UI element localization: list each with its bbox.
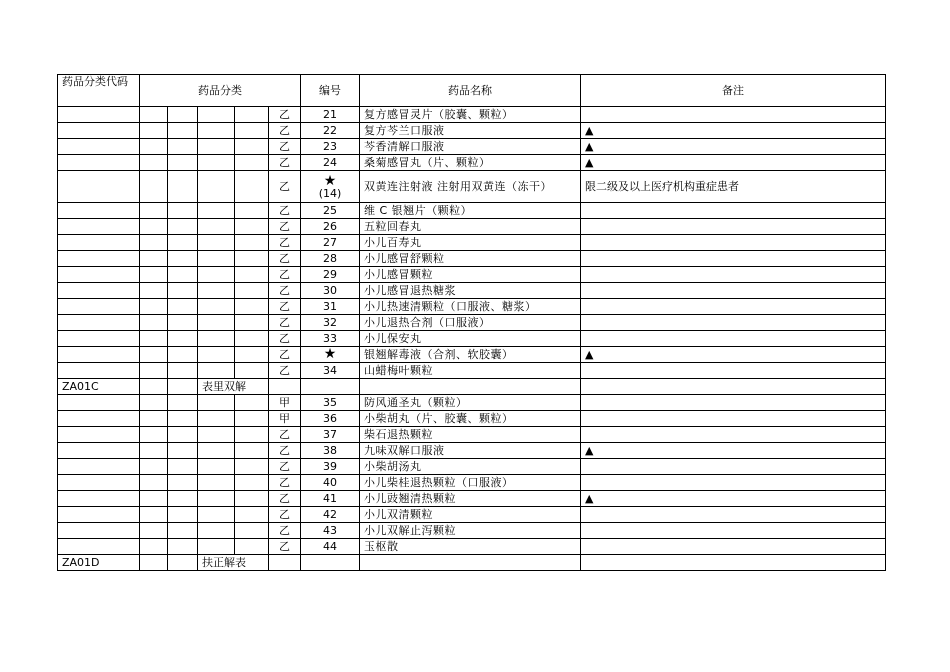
remark-cell [581, 459, 886, 475]
empty-cell [168, 459, 198, 475]
grade-cell: 乙 [269, 347, 301, 363]
remark-cell [581, 331, 886, 347]
empty-cell [168, 523, 198, 539]
empty-cell [235, 203, 269, 219]
drug-name-cell: 银翘解毒液（合剂、软胶囊） [360, 347, 581, 363]
drug-name-cell: 九味双解口服液 [360, 443, 581, 459]
grade-cell: 乙 [269, 299, 301, 315]
empty-cell [360, 555, 581, 571]
empty-cell [235, 315, 269, 331]
number-cell: 40 [301, 475, 360, 491]
empty-cell [140, 251, 168, 267]
empty-cell [140, 331, 168, 347]
empty-cell [140, 459, 168, 475]
empty-cell [235, 267, 269, 283]
grade-cell: 乙 [269, 267, 301, 283]
section-category: 扶正解表 [198, 555, 269, 571]
empty-cell [140, 235, 168, 251]
empty-cell [168, 331, 198, 347]
table-row [58, 235, 886, 251]
empty-cell [140, 379, 168, 395]
grade-cell: 乙 [269, 459, 301, 475]
empty-cell [140, 523, 168, 539]
empty-cell [301, 555, 360, 571]
table-row [58, 155, 886, 171]
number-cell: 36 [301, 411, 360, 427]
number-cell [301, 171, 360, 203]
number-cell: 44 [301, 539, 360, 555]
table-row [58, 171, 886, 203]
empty-cell [140, 427, 168, 443]
table-row [58, 139, 886, 155]
number-cell: 32 [301, 315, 360, 331]
empty-cell [581, 555, 886, 571]
table-row [58, 331, 886, 347]
empty-cell [235, 283, 269, 299]
drug-name-cell: 小儿感冒舒颗粒 [360, 251, 581, 267]
table-row [58, 411, 886, 427]
remark-cell [581, 507, 886, 523]
empty-cell [140, 155, 168, 171]
table-row [58, 523, 886, 539]
empty-cell [168, 283, 198, 299]
table-row [58, 219, 886, 235]
empty-cell [58, 219, 140, 235]
empty-cell [140, 363, 168, 379]
drug-name-cell: 复方芩兰口服液 [360, 123, 581, 139]
empty-cell [168, 539, 198, 555]
empty-cell [58, 427, 140, 443]
number-cell: 42 [301, 507, 360, 523]
empty-cell [58, 347, 140, 363]
empty-cell [198, 427, 235, 443]
empty-cell [168, 379, 198, 395]
number-cell: 28 [301, 251, 360, 267]
header-code: 药品分类代码 [58, 75, 140, 107]
number-cell: 26 [301, 219, 360, 235]
drug-catalog-table [57, 74, 886, 571]
table-row [58, 267, 886, 283]
table-row [58, 459, 886, 475]
drug-name-cell: 小儿柴桂退热颗粒（口服液） [360, 475, 581, 491]
empty-cell [58, 155, 140, 171]
empty-cell [168, 155, 198, 171]
grade-cell: 乙 [269, 251, 301, 267]
empty-cell [235, 395, 269, 411]
empty-cell [58, 171, 140, 203]
number-cell: 30 [301, 283, 360, 299]
empty-cell [58, 123, 140, 139]
drug-name-cell: 五粒回春丸 [360, 219, 581, 235]
number-cell: 23 [301, 139, 360, 155]
table-row [58, 507, 886, 523]
empty-cell [168, 395, 198, 411]
header-name: 药品名称 [360, 75, 581, 107]
table-row [58, 203, 886, 219]
empty-cell [168, 443, 198, 459]
empty-cell [269, 379, 301, 395]
empty-cell [58, 251, 140, 267]
drug-name-cell: 小柴胡汤丸 [360, 459, 581, 475]
empty-cell [235, 363, 269, 379]
number-cell [301, 347, 360, 363]
drug-name-cell: 小儿热速清颗粒（口服液、糖浆） [360, 299, 581, 315]
empty-cell [198, 523, 235, 539]
header-remark: 备注 [581, 75, 886, 107]
empty-cell [235, 155, 269, 171]
empty-cell [198, 155, 235, 171]
section-category: 表里双解 [198, 379, 269, 395]
remark-cell [581, 203, 886, 219]
empty-cell [198, 331, 235, 347]
empty-cell [235, 459, 269, 475]
empty-cell [58, 299, 140, 315]
drug-name-cell: 小儿豉翘清热颗粒 [360, 491, 581, 507]
empty-cell [198, 475, 235, 491]
empty-cell [58, 203, 140, 219]
empty-cell [198, 411, 235, 427]
remark-cell: ▲ [581, 491, 886, 507]
empty-cell [58, 107, 140, 123]
star-icon: ★ [323, 346, 337, 362]
drug-name-cell: 小儿退热合剂（口服液） [360, 315, 581, 331]
empty-cell [58, 523, 140, 539]
empty-cell [198, 171, 235, 203]
empty-cell [269, 555, 301, 571]
empty-cell [198, 347, 235, 363]
drug-name-cell: 芩香清解口服液 [360, 139, 581, 155]
empty-cell [58, 491, 140, 507]
remark-cell [581, 219, 886, 235]
table-row [58, 395, 886, 411]
grade-cell: 乙 [269, 507, 301, 523]
table-row [58, 347, 886, 363]
empty-cell [168, 507, 198, 523]
remark-cell [581, 283, 886, 299]
empty-cell [140, 555, 168, 571]
grade-cell: 乙 [269, 331, 301, 347]
drug-name-cell: 小儿保安丸 [360, 331, 581, 347]
empty-cell [58, 443, 140, 459]
header-category: 药品分类 [140, 75, 301, 107]
header-number: 编号 [301, 75, 360, 107]
empty-cell [198, 443, 235, 459]
grade-cell: 乙 [269, 123, 301, 139]
empty-cell [235, 331, 269, 347]
number-cell: 43 [301, 523, 360, 539]
empty-cell [168, 347, 198, 363]
grade-cell: 乙 [269, 219, 301, 235]
empty-cell [140, 123, 168, 139]
empty-cell [235, 427, 269, 443]
empty-cell [235, 171, 269, 203]
header-row [58, 75, 886, 107]
remark-cell: 限二级及以上医疗机构重症患者 [581, 171, 886, 203]
empty-cell [198, 395, 235, 411]
remark-cell: ▲ [581, 123, 886, 139]
number-cell: 41 [301, 491, 360, 507]
empty-cell [58, 235, 140, 251]
empty-cell [168, 219, 198, 235]
drug-name-cell: 双黄连注射液 注射用双黄连（冻干） [360, 171, 581, 203]
table-row [58, 491, 886, 507]
empty-cell [168, 427, 198, 443]
table-row [58, 427, 886, 443]
empty-cell [58, 139, 140, 155]
empty-cell [58, 331, 140, 347]
empty-cell [140, 443, 168, 459]
empty-cell [198, 283, 235, 299]
empty-cell [198, 299, 235, 315]
number-cell: 24 [301, 155, 360, 171]
drug-name-cell: 柴石退热颗粒 [360, 427, 581, 443]
empty-cell [140, 171, 168, 203]
grade-cell: 乙 [269, 203, 301, 219]
grade-cell: 乙 [269, 491, 301, 507]
empty-cell [168, 107, 198, 123]
empty-cell [58, 475, 140, 491]
number-cell: 38 [301, 443, 360, 459]
empty-cell [168, 139, 198, 155]
empty-cell [235, 475, 269, 491]
table-row [58, 539, 886, 555]
grade-cell: 乙 [269, 139, 301, 155]
empty-cell [198, 107, 235, 123]
empty-cell [140, 219, 168, 235]
empty-cell [581, 379, 886, 395]
grade-cell: 乙 [269, 235, 301, 251]
empty-cell [168, 411, 198, 427]
section-row [58, 379, 886, 395]
drug-name-cell: 山蜡梅叶颗粒 [360, 363, 581, 379]
empty-cell [198, 267, 235, 283]
empty-cell [140, 299, 168, 315]
number-sub: (14) [318, 187, 342, 200]
empty-cell [58, 363, 140, 379]
remark-cell [581, 315, 886, 331]
empty-cell [168, 475, 198, 491]
empty-cell [140, 347, 168, 363]
grade-cell: 乙 [269, 363, 301, 379]
remark-cell: ▲ [581, 347, 886, 363]
empty-cell [140, 267, 168, 283]
empty-cell [168, 171, 198, 203]
empty-cell [140, 283, 168, 299]
grade-cell: 乙 [269, 475, 301, 491]
empty-cell [198, 507, 235, 523]
table-row [58, 107, 886, 123]
empty-cell [235, 235, 269, 251]
number-cell: 21 [301, 107, 360, 123]
empty-cell [235, 491, 269, 507]
number-cell: 29 [301, 267, 360, 283]
empty-cell [58, 315, 140, 331]
number-cell: 37 [301, 427, 360, 443]
empty-cell [198, 235, 235, 251]
empty-cell [140, 395, 168, 411]
grade-cell: 乙 [269, 443, 301, 459]
empty-cell [198, 459, 235, 475]
empty-cell [140, 539, 168, 555]
remark-cell [581, 235, 886, 251]
empty-cell [198, 363, 235, 379]
empty-cell [235, 107, 269, 123]
remark-cell: ▲ [581, 443, 886, 459]
number-cell: 22 [301, 123, 360, 139]
remark-cell: ▲ [581, 139, 886, 155]
table-body [58, 75, 886, 571]
number-cell: 25 [301, 203, 360, 219]
remark-cell [581, 107, 886, 123]
drug-name-cell: 玉枢散 [360, 539, 581, 555]
empty-cell [198, 139, 235, 155]
remark-cell [581, 427, 886, 443]
empty-cell [140, 139, 168, 155]
remark-cell [581, 363, 886, 379]
empty-cell [235, 123, 269, 139]
empty-cell [198, 123, 235, 139]
remark-cell [581, 267, 886, 283]
table-row [58, 251, 886, 267]
grade-cell: 乙 [269, 315, 301, 331]
star-mark [319, 174, 342, 199]
empty-cell [58, 411, 140, 427]
drug-name-cell: 维 C 银翘片（颗粒） [360, 203, 581, 219]
remark-cell: ▲ [581, 155, 886, 171]
empty-cell [360, 379, 581, 395]
number-cell: 34 [301, 363, 360, 379]
drug-name-cell: 小儿双解止泻颗粒 [360, 523, 581, 539]
empty-cell [168, 267, 198, 283]
number-cell: 39 [301, 459, 360, 475]
empty-cell [235, 443, 269, 459]
empty-cell [198, 315, 235, 331]
table-row [58, 123, 886, 139]
grade-cell: 乙 [269, 523, 301, 539]
empty-cell [198, 251, 235, 267]
empty-cell [168, 315, 198, 331]
drug-name-cell: 防风通圣丸（颗粒） [360, 395, 581, 411]
table-row [58, 299, 886, 315]
empty-cell [235, 411, 269, 427]
empty-cell [168, 235, 198, 251]
table-row [58, 443, 886, 459]
grade-cell: 乙 [269, 107, 301, 123]
empty-cell [168, 363, 198, 379]
empty-cell [58, 539, 140, 555]
empty-cell [301, 379, 360, 395]
empty-cell [168, 123, 198, 139]
empty-cell [168, 491, 198, 507]
empty-cell [58, 395, 140, 411]
number-cell: 33 [301, 331, 360, 347]
grade-cell: 乙 [269, 539, 301, 555]
drug-name-cell: 小儿双清颗粒 [360, 507, 581, 523]
drug-name-cell: 复方感冒灵片（胶囊、颗粒） [360, 107, 581, 123]
grade-cell: 乙 [269, 155, 301, 171]
drug-name-cell: 小儿感冒颗粒 [360, 267, 581, 283]
empty-cell [140, 315, 168, 331]
empty-cell [58, 459, 140, 475]
empty-cell [140, 203, 168, 219]
empty-cell [235, 139, 269, 155]
empty-cell [198, 539, 235, 555]
empty-cell [235, 219, 269, 235]
remark-cell [581, 539, 886, 555]
section-code: ZA01C [58, 379, 140, 395]
empty-cell [235, 347, 269, 363]
drug-name-cell: 小柴胡丸（片、胶囊、颗粒） [360, 411, 581, 427]
table-row [58, 363, 886, 379]
empty-cell [235, 251, 269, 267]
remark-cell [581, 523, 886, 539]
remark-cell [581, 395, 886, 411]
grade-cell: 乙 [269, 427, 301, 443]
empty-cell [58, 283, 140, 299]
empty-cell [140, 507, 168, 523]
grade-cell: 乙 [269, 171, 301, 203]
empty-cell [235, 299, 269, 315]
remark-cell [581, 299, 886, 315]
empty-cell [235, 507, 269, 523]
remark-cell [581, 411, 886, 427]
remark-cell [581, 251, 886, 267]
remark-cell [581, 475, 886, 491]
empty-cell [58, 507, 140, 523]
number-cell: 27 [301, 235, 360, 251]
empty-cell [168, 203, 198, 219]
drug-name-cell: 小儿感冒退热糖浆 [360, 283, 581, 299]
grade-cell: 甲 [269, 411, 301, 427]
grade-cell: 乙 [269, 283, 301, 299]
empty-cell [198, 203, 235, 219]
empty-cell [235, 523, 269, 539]
empty-cell [168, 299, 198, 315]
table-row [58, 475, 886, 491]
table-row [58, 315, 886, 331]
empty-cell [140, 475, 168, 491]
drug-name-cell: 桑菊感冒丸（片、颗粒） [360, 155, 581, 171]
star-mark [324, 347, 337, 361]
empty-cell [140, 107, 168, 123]
empty-cell [140, 411, 168, 427]
number-cell: 31 [301, 299, 360, 315]
grade-cell: 甲 [269, 395, 301, 411]
empty-cell [58, 267, 140, 283]
empty-cell [140, 491, 168, 507]
empty-cell [168, 251, 198, 267]
empty-cell [168, 555, 198, 571]
section-code: ZA01D [58, 555, 140, 571]
empty-cell [235, 539, 269, 555]
empty-cell [198, 219, 235, 235]
section-row [58, 555, 886, 571]
table-row [58, 283, 886, 299]
drug-name-cell: 小儿百寿丸 [360, 235, 581, 251]
star-icon: ★ [323, 173, 337, 189]
empty-cell [198, 491, 235, 507]
number-cell: 35 [301, 395, 360, 411]
